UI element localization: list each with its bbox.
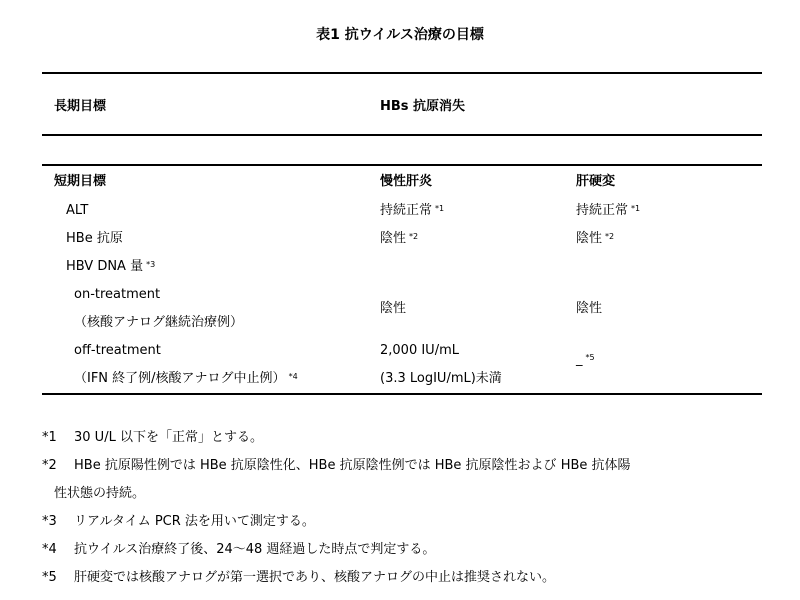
- footnote-mark: *3: [146, 260, 156, 269]
- col-header-chronic-hepatitis: 慢性肝炎: [380, 174, 433, 189]
- footnote-mark: *1: [435, 204, 445, 213]
- row-alt-cirrhosis: 持続正常 $^{*1}$: [576, 203, 641, 218]
- long-term-value: HBs 抗原消失: [380, 99, 466, 114]
- row-on-treatment-sub: （核酸アナログ継続治療例）: [74, 315, 244, 330]
- table-top-rule: [42, 72, 762, 74]
- row-hbv-label: HBV DNA 量 $^{*3}$: [66, 259, 156, 274]
- row-on-treatment-cirrhosis: 陰性: [576, 301, 603, 316]
- footnote-mark: *4: [288, 372, 298, 381]
- row-on-treatment-label: on-treatment: [74, 287, 161, 302]
- table-title: 表1 抗ウイルス治療の目標: [316, 27, 484, 43]
- long-term-label: 長期目標: [54, 99, 107, 114]
- footnote-4: *4 抗ウイルス治療終了後、24～48 週経過した時点で判定する。: [42, 542, 436, 557]
- table-bottom-rule: [42, 393, 762, 395]
- footnote-mark: *1: [631, 204, 641, 213]
- row-off-treatment-chronic-line2: (3.3 LogIU/mL)未満: [380, 371, 502, 386]
- row-off-treatment-sub: （IFN 終了例/核酸アナログ中止例） $^{*4}$: [74, 371, 298, 386]
- short-term-top-rule: [42, 164, 762, 166]
- row-on-treatment-chronic: 陰性: [380, 301, 407, 316]
- row-off-treatment-chronic-line1: 2,000 IU/mL: [380, 343, 459, 358]
- row-hbe-cirrhosis: 陰性 $^{*2}$: [576, 231, 615, 246]
- col-header-cirrhosis: 肝硬変: [576, 174, 616, 189]
- footnote-mark: *2: [605, 232, 615, 241]
- short-term-label: 短期目標: [54, 174, 107, 189]
- row-hbe-chronic: 陰性 $^{*2}$: [380, 231, 419, 246]
- footnote-mark: *2: [409, 232, 419, 241]
- row-alt-label: ALT: [66, 203, 89, 218]
- footnote-5: *5 肝硬変では核酸アナログが第一選択であり、核酸アナログの中止は推奨されない。: [42, 570, 556, 585]
- footnote-mark: *5: [585, 353, 595, 362]
- footnote-2: *2 HBe 抗原陽性例では HBe 抗原陰性化、HBe 抗原陰性例では HBe 抗原陰性および HBe 抗体陽: [42, 458, 631, 473]
- row-alt-chronic: 持続正常 $^{*1}$: [380, 203, 445, 218]
- row-off-treatment-label: off-treatment: [74, 343, 161, 358]
- long-term-bottom-rule: [42, 134, 762, 136]
- footnote-3: *3 リアルタイム PCR 法を用いて測定する。: [42, 514, 315, 529]
- footnote-2-continued: 性状態の持続。: [54, 486, 146, 501]
- row-hbe-label: HBe 抗原: [66, 231, 123, 246]
- footnote-1: *1 30 U/L 以下を「正常」とする。: [42, 430, 263, 445]
- row-off-treatment-cirrhosis: _ $^{*5}$: [576, 352, 595, 367]
